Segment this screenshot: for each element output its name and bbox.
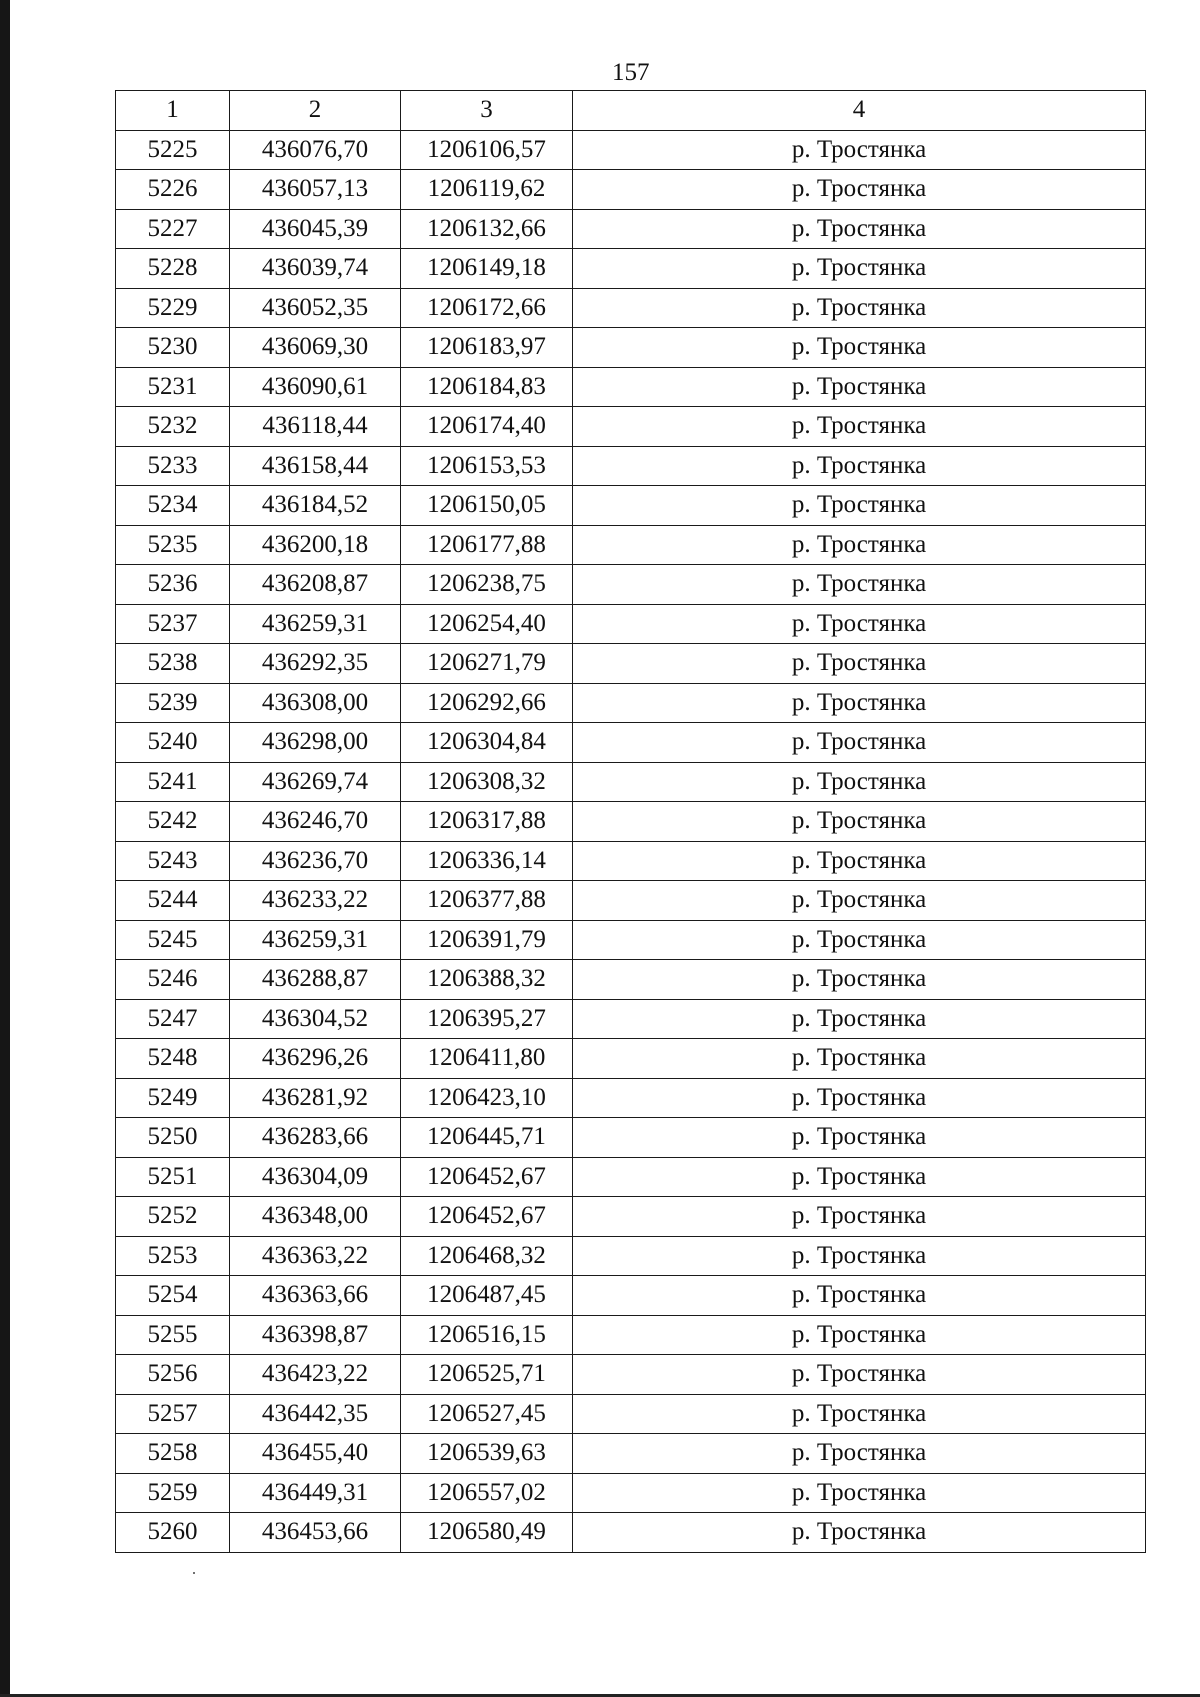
point-number-cell: 5248	[116, 1039, 230, 1079]
y-coordinate-cell: 1206557,02	[401, 1473, 573, 1513]
point-number-cell: 5231	[116, 367, 230, 407]
point-number-cell: 5229	[116, 288, 230, 328]
point-number-cell: 5243	[116, 841, 230, 881]
table-row	[116, 367, 1146, 407]
description-cell: р. Тростянка	[573, 881, 1146, 921]
point-number-cell: 5242	[116, 802, 230, 842]
x-coordinate-cell: 436398,87	[230, 1315, 401, 1355]
description-cell: р. Тростянка	[573, 1473, 1146, 1513]
table-row	[116, 960, 1146, 1000]
y-coordinate-cell: 1206308,32	[401, 762, 573, 802]
table-row	[116, 1473, 1146, 1513]
point-number-cell: 5233	[116, 446, 230, 486]
y-coordinate-cell: 1206184,83	[401, 367, 573, 407]
description-cell: р. Тростянка	[573, 1434, 1146, 1474]
x-coordinate-cell: 436158,44	[230, 446, 401, 486]
header-cell-2: 2	[230, 91, 401, 131]
table-row	[116, 644, 1146, 684]
y-coordinate-cell: 1206174,40	[401, 407, 573, 447]
table-row	[116, 209, 1146, 249]
description-cell: р. Тростянка	[573, 920, 1146, 960]
x-coordinate-cell: 436423,22	[230, 1355, 401, 1395]
y-coordinate-cell: 1206132,66	[401, 209, 573, 249]
description-cell: р. Тростянка	[573, 367, 1146, 407]
x-coordinate-cell: 436076,70	[230, 130, 401, 170]
x-coordinate-cell: 436200,18	[230, 525, 401, 565]
description-cell: р. Тростянка	[573, 130, 1146, 170]
description-cell: р. Тростянка	[573, 1039, 1146, 1079]
point-number-cell: 5239	[116, 683, 230, 723]
y-coordinate-cell: 1206149,18	[401, 249, 573, 289]
y-coordinate-cell: 1206304,84	[401, 723, 573, 763]
x-coordinate-cell: 436057,13	[230, 170, 401, 210]
description-cell: р. Тростянка	[573, 1157, 1146, 1197]
description-cell: р. Тростянка	[573, 762, 1146, 802]
y-coordinate-cell: 1206183,97	[401, 328, 573, 368]
description-cell: р. Тростянка	[573, 525, 1146, 565]
scan-edge-left	[0, 0, 10, 1697]
y-coordinate-cell: 1206238,75	[401, 565, 573, 605]
y-coordinate-cell: 1206423,10	[401, 1078, 573, 1118]
table-row	[116, 604, 1146, 644]
y-coordinate-cell: 1206254,40	[401, 604, 573, 644]
table-row	[116, 762, 1146, 802]
x-coordinate-cell: 436259,31	[230, 604, 401, 644]
table-header-row	[116, 91, 1146, 131]
y-coordinate-cell: 1206468,32	[401, 1236, 573, 1276]
y-coordinate-cell: 1206452,67	[401, 1157, 573, 1197]
table-row	[116, 407, 1146, 447]
point-number-cell: 5238	[116, 644, 230, 684]
x-coordinate-cell: 436442,35	[230, 1394, 401, 1434]
header-cell-4: 4	[573, 91, 1146, 131]
description-cell: р. Тростянка	[573, 644, 1146, 684]
y-coordinate-cell: 1206445,71	[401, 1118, 573, 1158]
x-coordinate-cell: 436052,35	[230, 288, 401, 328]
x-coordinate-cell: 436039,74	[230, 249, 401, 289]
y-coordinate-cell: 1206395,27	[401, 999, 573, 1039]
table-row	[116, 1434, 1146, 1474]
point-number-cell: 5225	[116, 130, 230, 170]
table-row	[116, 1078, 1146, 1118]
description-cell: р. Тростянка	[573, 802, 1146, 842]
table-row	[116, 841, 1146, 881]
header-cell-3: 3	[401, 91, 573, 131]
table-row	[116, 881, 1146, 921]
description-cell: р. Тростянка	[573, 960, 1146, 1000]
description-cell: р. Тростянка	[573, 1315, 1146, 1355]
description-cell: р. Тростянка	[573, 1276, 1146, 1316]
y-coordinate-cell: 1206411,80	[401, 1039, 573, 1079]
table-row	[116, 1315, 1146, 1355]
x-coordinate-cell: 436269,74	[230, 762, 401, 802]
y-coordinate-cell: 1206452,67	[401, 1197, 573, 1237]
y-coordinate-cell: 1206119,62	[401, 170, 573, 210]
y-coordinate-cell: 1206106,57	[401, 130, 573, 170]
table-row	[116, 446, 1146, 486]
description-cell: р. Тростянка	[573, 249, 1146, 289]
table-row	[116, 920, 1146, 960]
x-coordinate-cell: 436363,66	[230, 1276, 401, 1316]
point-number-cell: 5226	[116, 170, 230, 210]
x-coordinate-cell: 436304,52	[230, 999, 401, 1039]
point-number-cell: 5250	[116, 1118, 230, 1158]
y-coordinate-cell: 1206150,05	[401, 486, 573, 526]
x-coordinate-cell: 436283,66	[230, 1118, 401, 1158]
table-row	[116, 1276, 1146, 1316]
table-row	[116, 1513, 1146, 1553]
description-cell: р. Тростянка	[573, 446, 1146, 486]
table-row	[116, 486, 1146, 526]
header-cell-1: 1	[116, 91, 230, 131]
y-coordinate-cell: 1206525,71	[401, 1355, 573, 1395]
point-number-cell: 5245	[116, 920, 230, 960]
x-coordinate-cell: 436455,40	[230, 1434, 401, 1474]
description-cell: р. Тростянка	[573, 170, 1146, 210]
table-row	[116, 723, 1146, 763]
y-coordinate-cell: 1206527,45	[401, 1394, 573, 1434]
description-cell: р. Тростянка	[573, 1197, 1146, 1237]
point-number-cell: 5234	[116, 486, 230, 526]
x-coordinate-cell: 436288,87	[230, 960, 401, 1000]
table-row	[116, 1236, 1146, 1276]
x-coordinate-cell: 436304,09	[230, 1157, 401, 1197]
x-coordinate-cell: 436090,61	[230, 367, 401, 407]
point-number-cell: 5236	[116, 565, 230, 605]
table-row	[116, 999, 1146, 1039]
description-cell: р. Тростянка	[573, 1236, 1146, 1276]
table-row	[116, 1157, 1146, 1197]
point-number-cell: 5237	[116, 604, 230, 644]
point-number-cell: 5252	[116, 1197, 230, 1237]
point-number-cell: 5240	[116, 723, 230, 763]
x-coordinate-cell: 436453,66	[230, 1513, 401, 1553]
x-coordinate-cell: 436069,30	[230, 328, 401, 368]
y-coordinate-cell: 1206377,88	[401, 881, 573, 921]
description-cell: р. Тростянка	[573, 683, 1146, 723]
description-cell: р. Тростянка	[573, 1394, 1146, 1434]
point-number-cell: 5230	[116, 328, 230, 368]
x-coordinate-cell: 436184,52	[230, 486, 401, 526]
description-cell: р. Тростянка	[573, 999, 1146, 1039]
table-row	[116, 249, 1146, 289]
page-number-container	[560, 58, 700, 88]
table-row	[116, 288, 1146, 328]
x-coordinate-cell: 436233,22	[230, 881, 401, 921]
x-coordinate-cell: 436236,70	[230, 841, 401, 881]
point-number-cell: 5227	[116, 209, 230, 249]
x-coordinate-cell: 436246,70	[230, 802, 401, 842]
y-coordinate-cell: 1206388,32	[401, 960, 573, 1000]
x-coordinate-cell: 436449,31	[230, 1473, 401, 1513]
y-coordinate-cell: 1206391,79	[401, 920, 573, 960]
page-number: 157	[612, 59, 650, 86]
y-coordinate-cell: 1206539,63	[401, 1434, 573, 1474]
coordinates-table	[115, 90, 1146, 1553]
description-cell: р. Тростянка	[573, 328, 1146, 368]
point-number-cell: 5258	[116, 1434, 230, 1474]
description-cell: р. Тростянка	[573, 1118, 1146, 1158]
x-coordinate-cell: 436296,26	[230, 1039, 401, 1079]
table-row	[116, 1197, 1146, 1237]
y-coordinate-cell: 1206292,66	[401, 683, 573, 723]
point-number-cell: 5253	[116, 1236, 230, 1276]
x-coordinate-cell: 436259,31	[230, 920, 401, 960]
description-cell: р. Тростянка	[573, 841, 1146, 881]
table-row	[116, 1394, 1146, 1434]
description-cell: р. Тростянка	[573, 565, 1146, 605]
point-number-cell: 5241	[116, 762, 230, 802]
point-number-cell: 5246	[116, 960, 230, 1000]
point-number-cell: 5247	[116, 999, 230, 1039]
point-number-cell: 5254	[116, 1276, 230, 1316]
point-number-cell: 5235	[116, 525, 230, 565]
table-row	[116, 683, 1146, 723]
y-coordinate-cell: 1206271,79	[401, 644, 573, 684]
table-row	[116, 1039, 1146, 1079]
table-row	[116, 1355, 1146, 1395]
x-coordinate-cell: 436298,00	[230, 723, 401, 763]
x-coordinate-cell: 436363,22	[230, 1236, 401, 1276]
point-number-cell: 5256	[116, 1355, 230, 1395]
y-coordinate-cell: 1206177,88	[401, 525, 573, 565]
point-number-cell: 5257	[116, 1394, 230, 1434]
table-row	[116, 525, 1146, 565]
description-cell: р. Тростянка	[573, 1513, 1146, 1553]
table-row	[116, 565, 1146, 605]
description-cell: р. Тростянка	[573, 604, 1146, 644]
point-number-cell: 5232	[116, 407, 230, 447]
description-cell: р. Тростянка	[573, 486, 1146, 526]
x-coordinate-cell: 436292,35	[230, 644, 401, 684]
y-coordinate-cell: 1206317,88	[401, 802, 573, 842]
description-cell: р. Тростянка	[573, 1078, 1146, 1118]
table-row	[116, 170, 1146, 210]
point-number-cell: 5228	[116, 249, 230, 289]
x-coordinate-cell: 436348,00	[230, 1197, 401, 1237]
description-cell: р. Тростянка	[573, 407, 1146, 447]
y-coordinate-cell: 1206580,49	[401, 1513, 573, 1553]
point-number-cell: 5259	[116, 1473, 230, 1513]
description-cell: р. Тростянка	[573, 209, 1146, 249]
x-coordinate-cell: 436308,00	[230, 683, 401, 723]
description-cell: р. Тростянка	[573, 1355, 1146, 1395]
x-coordinate-cell: 436208,87	[230, 565, 401, 605]
point-number-cell: 5255	[116, 1315, 230, 1355]
table-row	[116, 328, 1146, 368]
point-number-cell: 5260	[116, 1513, 230, 1553]
point-number-cell: 5249	[116, 1078, 230, 1118]
point-number-cell: 5251	[116, 1157, 230, 1197]
y-coordinate-cell: 1206487,45	[401, 1276, 573, 1316]
table-row	[116, 802, 1146, 842]
description-cell: р. Тростянка	[573, 723, 1146, 763]
x-coordinate-cell: 436118,44	[230, 407, 401, 447]
y-coordinate-cell: 1206153,53	[401, 446, 573, 486]
table-body	[116, 130, 1146, 1552]
x-coordinate-cell: 436281,92	[230, 1078, 401, 1118]
y-coordinate-cell: 1206172,66	[401, 288, 573, 328]
table-row	[116, 1118, 1146, 1158]
x-coordinate-cell: 436045,39	[230, 209, 401, 249]
description-cell: р. Тростянка	[573, 288, 1146, 328]
y-coordinate-cell: 1206336,14	[401, 841, 573, 881]
table-row	[116, 130, 1146, 170]
point-number-cell: 5244	[116, 881, 230, 921]
y-coordinate-cell: 1206516,15	[401, 1315, 573, 1355]
scan-speck	[193, 1572, 195, 1574]
